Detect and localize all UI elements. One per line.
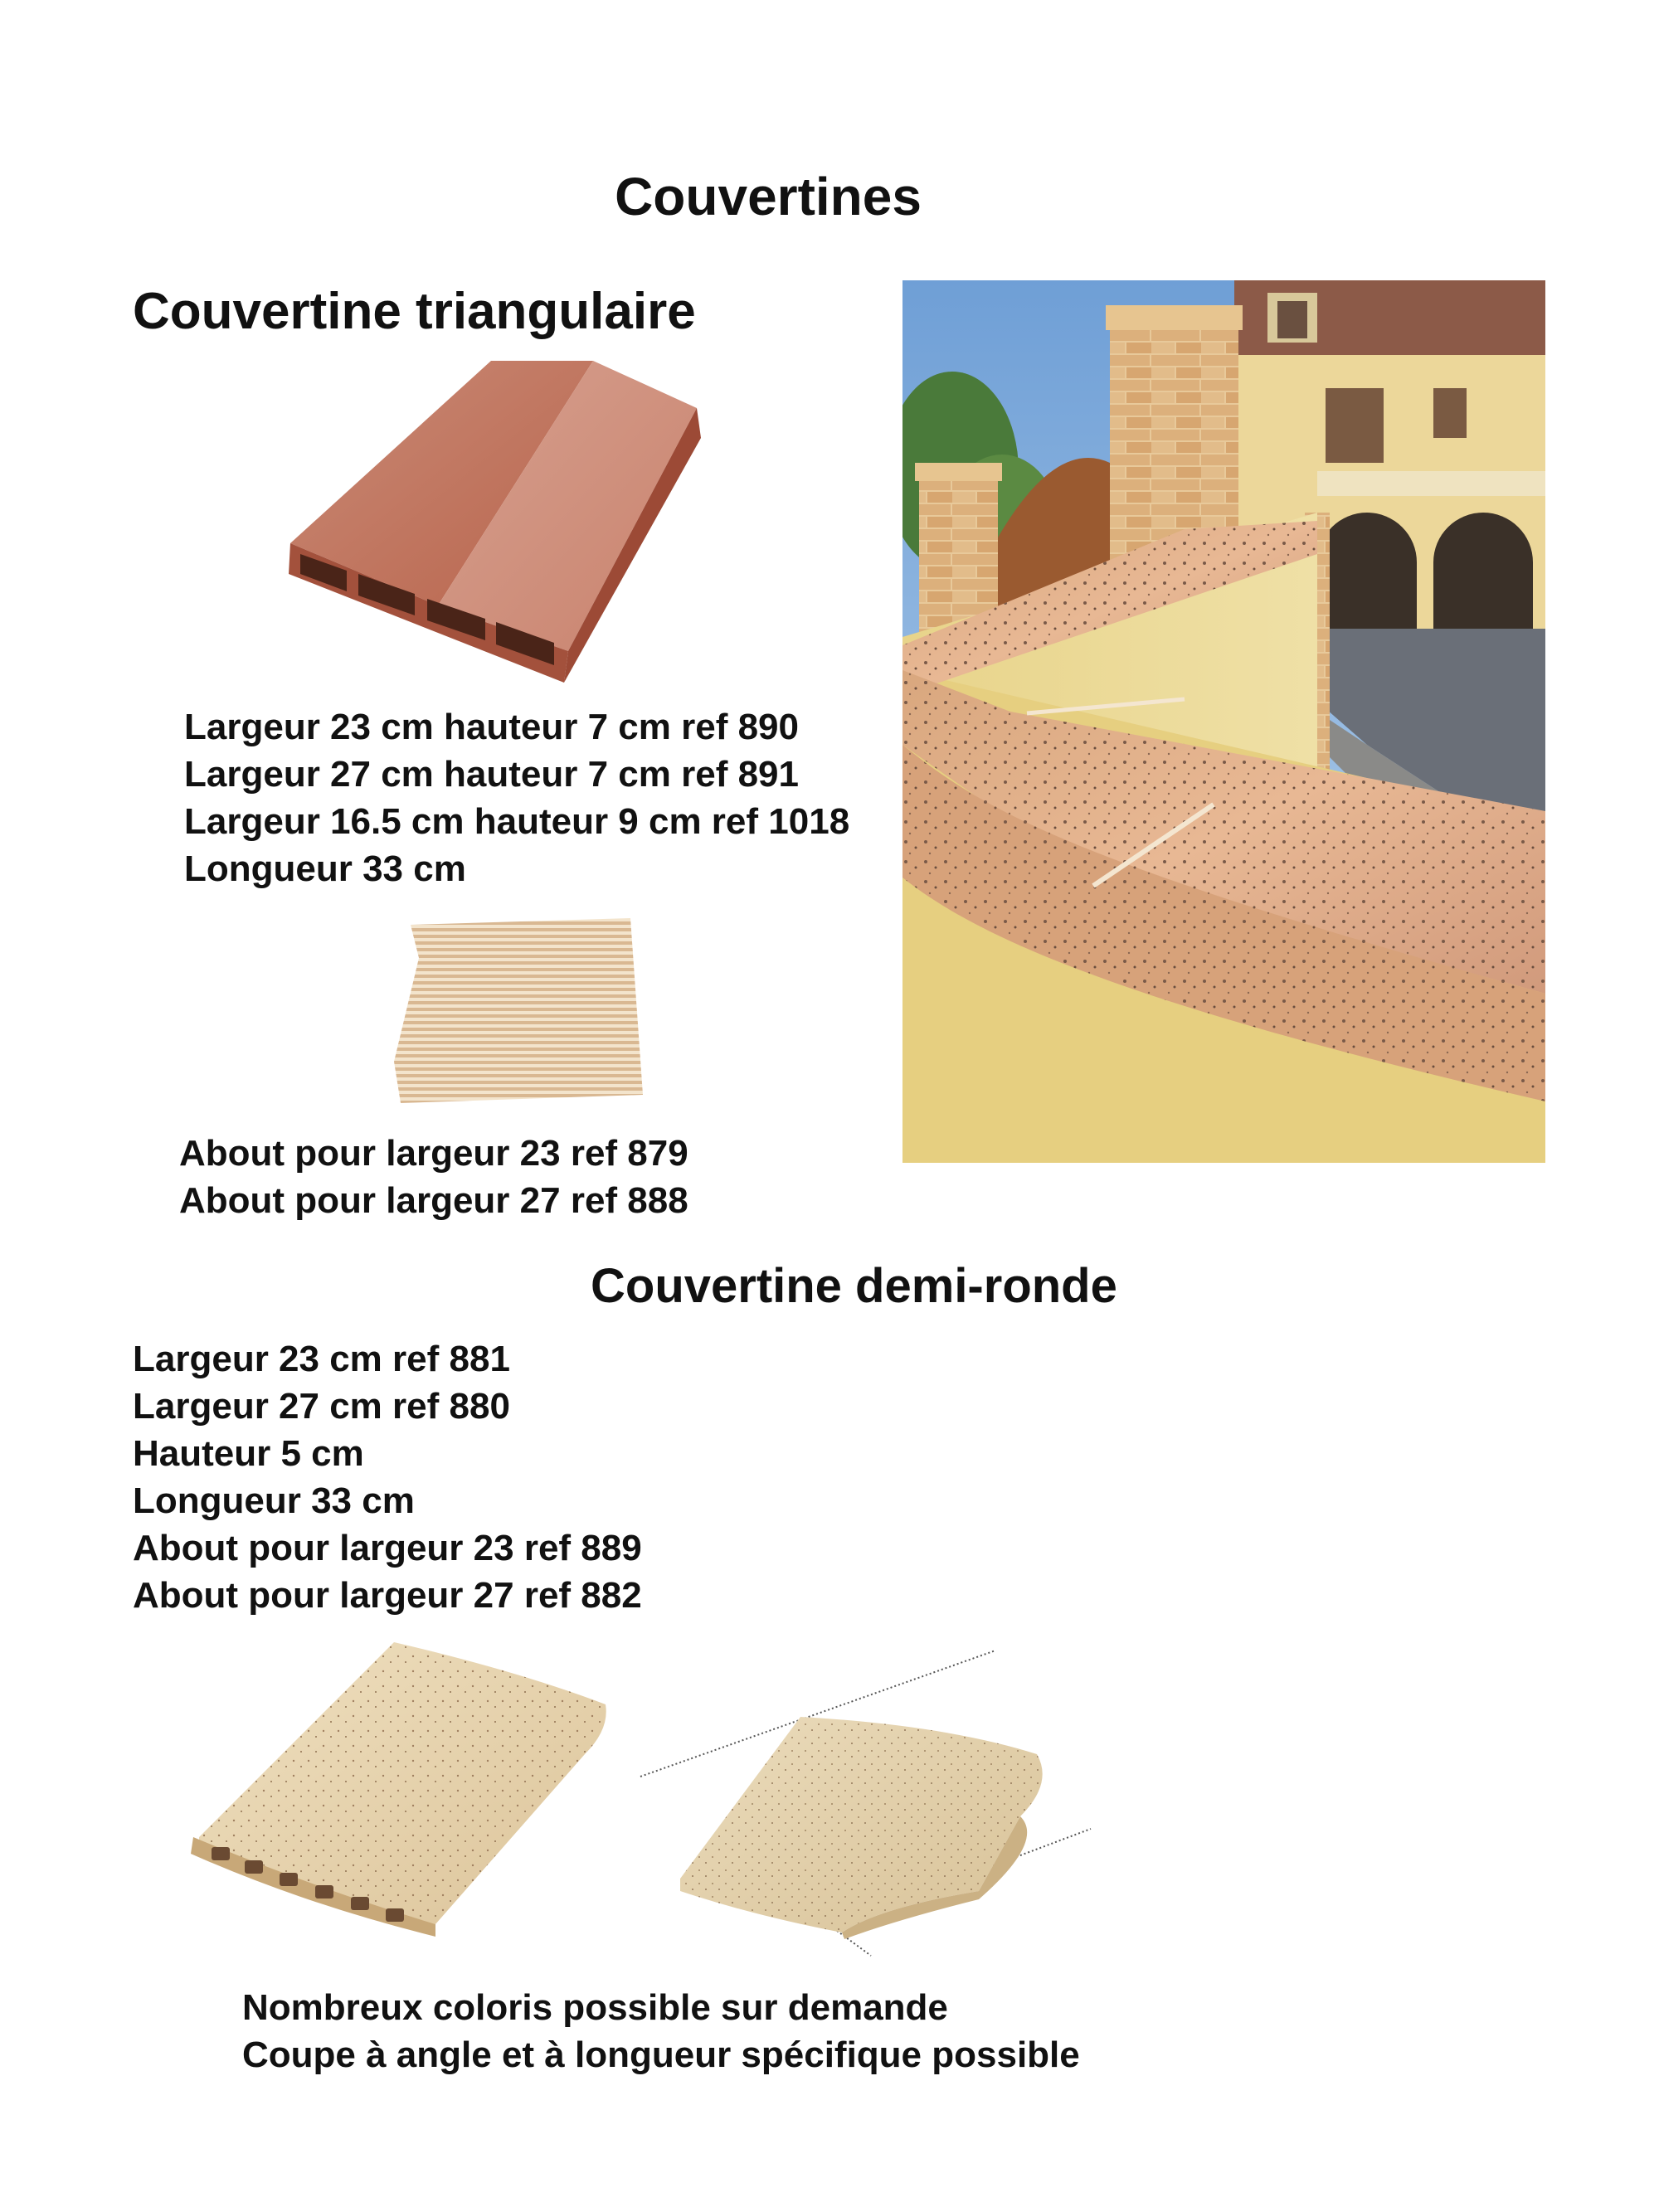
triangular-end-caps [179, 1130, 688, 1224]
end-cap-line: About pour largeur 23 ref 879 [179, 1133, 688, 1174]
spec-line: Longueur 33 cm [184, 848, 466, 889]
half-round-specs [133, 1335, 642, 1619]
half-round-coping-image [187, 1638, 618, 1937]
triangular-coping-image [282, 357, 713, 688]
spec-line: Largeur 16.5 cm hauteur 9 cm ref 1018 [184, 801, 850, 842]
spec-line: Largeur 23 cm ref 881 [133, 1339, 510, 1379]
footer-line: Nombreux coloris possible sur demande [242, 1987, 948, 2028]
page-title: Couvertines [615, 167, 922, 226]
spec-line: About pour largeur 23 ref 889 [133, 1528, 642, 1568]
spec-line: Hauteur 5 cm [133, 1433, 364, 1474]
wall-coping-photo [902, 280, 1545, 1163]
spec-line: About pour largeur 27 ref 882 [133, 1575, 642, 1616]
footer-notes [242, 1984, 1080, 2078]
spec-line: Largeur 27 cm hauteur 7 cm ref 891 [184, 754, 799, 795]
spec-line: Largeur 23 cm hauteur 7 cm ref 890 [184, 707, 799, 747]
spec-line: Largeur 27 cm ref 880 [133, 1386, 510, 1427]
spec-line: Longueur 33 cm [133, 1480, 415, 1521]
section-heading-half-round: Couvertine demi-ronde [591, 1259, 1117, 1313]
triangular-specs [184, 703, 849, 892]
section-heading-triangular: Couvertine triangulaire [133, 283, 696, 340]
half-round-end-cap-image [630, 1642, 1103, 1991]
triangular-end-cap-image [386, 908, 651, 1116]
end-cap-line: About pour largeur 27 ref 888 [179, 1180, 688, 1221]
footer-line: Coupe à angle et à longueur spécifique possible [242, 2035, 1080, 2075]
